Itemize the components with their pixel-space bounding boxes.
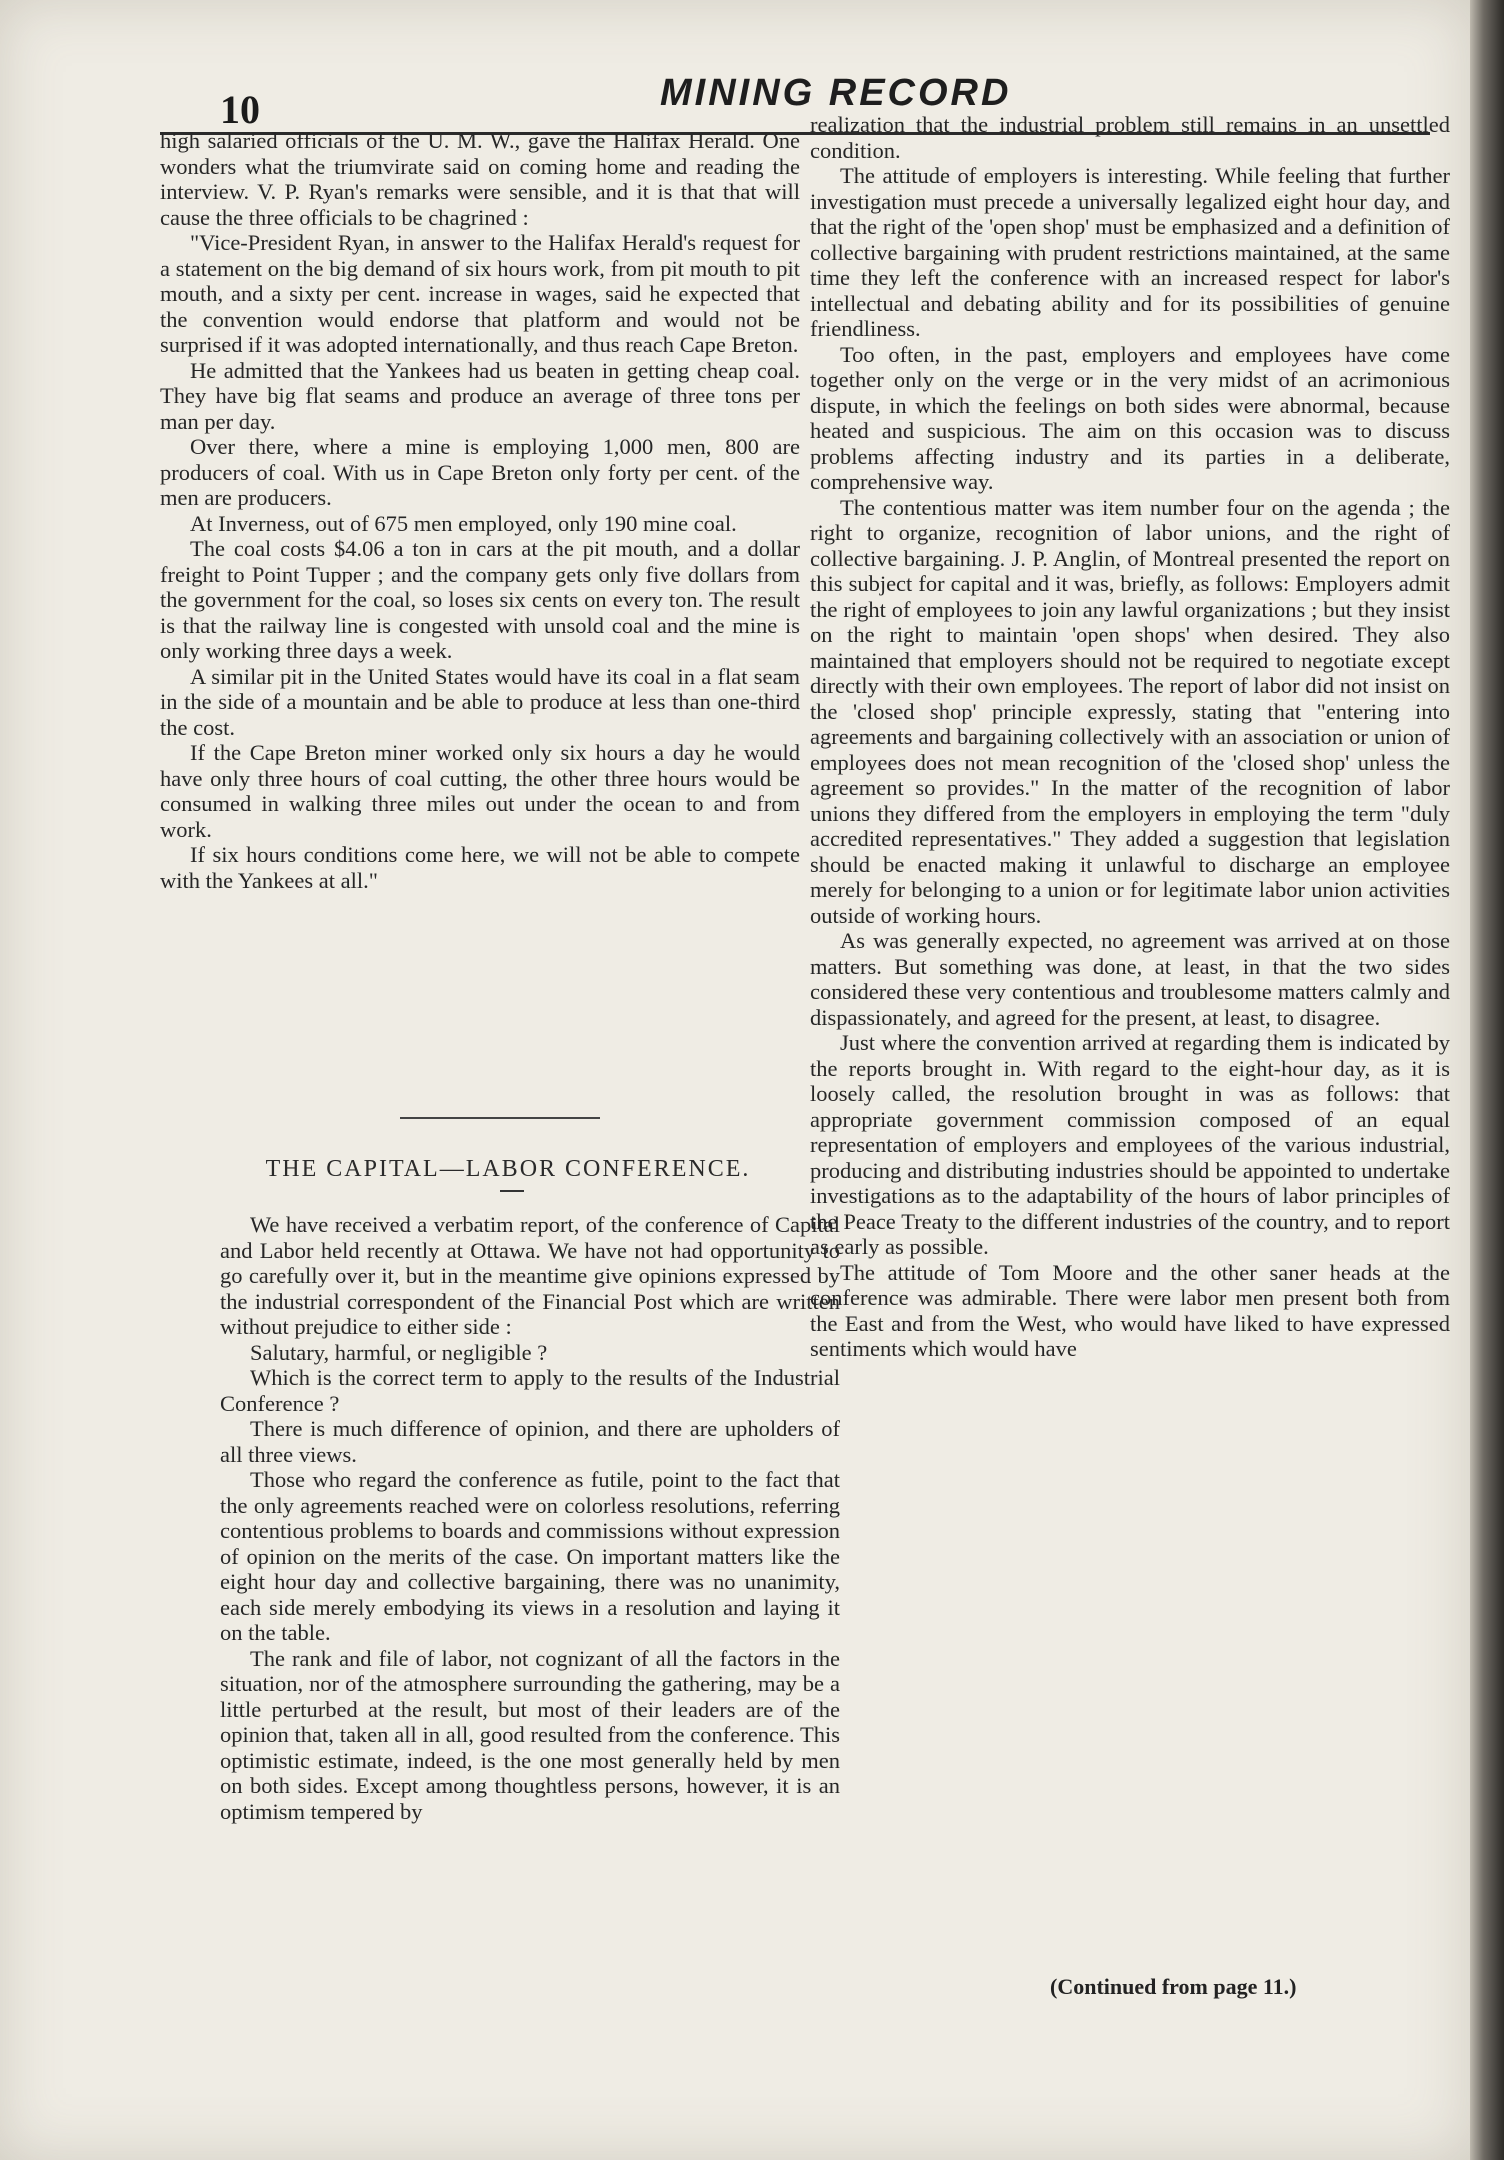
- paragraph: Over there, where a mine is employing 1,000 men, 800 are producers of coal. With us in Cape Breton only forty per cent. of the men are producers.: [160, 434, 800, 510]
- paragraph: realization that the industrial problem still remains in an unsettled condition.: [810, 112, 1450, 163]
- paragraph: The contentious matter was item number four on the agenda ; the right to organize, recognition of labor unions, and the right of collective bargaining. J. P. Anglin, of Montreal presented the report on this subject for capital and it was, briefly, as follows: Employers admit the right of employees to join any lawful organizations ; but they insist on the right to maintain 'open shops' when desired. They also maintained that employers should not be required to negotiate except directly with their own employees. The report of labor did not insist on the 'closed shop' principle expressly, stating that "entering into agreements and bargaining collectively with an association or union of employees does not mean recognition of the 'closed shop' unless the agreement so provides." In the matter of the recognition of labor unions they differed from the employers in employing the term "duly accredited representatives." They added a suggestion that legislation should be enacted making it unlawful to discharge an employee merely for belonging to a union or for legitimate labor union activities outside of working hours.: [810, 494, 1450, 928]
- article-heading: THE CAPITAL—LABOR CONFERENCE.: [265, 1156, 751, 1182]
- section-divider: [400, 1117, 600, 1119]
- left-column-top: [160, 128, 800, 893]
- scan-edge: [1470, 0, 1504, 2160]
- heading-dash: [500, 1190, 524, 1192]
- paragraph: Which is the correct term to apply to the results of the Industrial Conference ?: [220, 1365, 840, 1416]
- paragraph: We have received a verbatim report, of the conference of Capital and Labor held recently at Ottawa. We have not had opportunity to go carefully over it, but in the meantime give opinions expressed by the industrial correspondent of the Financial Post which are written without prejudice to either side :: [220, 1212, 840, 1339]
- paragraph: high salaried officials of the U. M. W., gave the Halifax Herald. One wonders what the triumvirate said on coming home and reading the interview. V. P. Ryan's remarks were sensible, and it is that that will cause the three officials to be chagrined :: [160, 128, 800, 230]
- continued-note: (Continued from page 11.): [1050, 1974, 1297, 1999]
- publication-title: MINING RECORD: [660, 72, 1012, 114]
- paragraph: "Vice-President Ryan, in answer to the Halifax Herald's request for a statement on the big demand of six hours work, from pit mouth to pit mouth, and a sixty per cent. increase in wages, said he expected that the convention would endorse that platform and would not be surprised if it was adopted internationally, and thus reach Cape Breton.: [160, 230, 800, 357]
- paragraph: A similar pit in the United States would have its coal in a flat seam in the side of a mountain and be able to produce at less than one-third the cost.: [160, 663, 800, 740]
- paragraph: At Inverness, out of 675 men employed, only 190 mine coal.: [190, 510, 737, 536]
- paragraph: The attitude of employers is interesting. While feeling that further investigation must precede a universally legalized eight hour day, and that the right of the 'open shop' must be emphasized and a definition of collective bargaining with prudent restrictions maintained, at the same time they left the conference with an increased respect for labor's intellectual and debating ability and for its possibilities of genuine friendliness.: [810, 163, 1450, 341]
- right-column: [810, 112, 1450, 1362]
- left-column-bottom: [220, 1212, 840, 1824]
- page-number: 10: [220, 87, 260, 132]
- paragraph: As was generally expected, no agreement was arrived at on those matters. But something was done, at least, in that the two sides considered these very contentious and troublesome matters calmly and dispassionately, and agreed for the present, at least, to disagree.: [810, 928, 1450, 1030]
- paragraph: Just where the convention arrived at regarding them is indicated by the reports brought in. With regard to the eight-hour day, as it is loosely called, the resolution brought in was as follows: that appropriate government commission composed of an equal representation of employers and employees of the various industrial, producing and distributing industries should be appointed to undertake investigations as to the adaptability of the hours of labor principles of the Peace Treaty to the different industries of the country, and to report as early as possible.: [810, 1030, 1450, 1259]
- paragraph: Those who regard the conference as futile, point to the fact that the only agreements reached were on colorless resolutions, referring contentious problems to boards and commissions without expression of opinion on the merits of the case. On important matters like the eight hour day and collective bargaining, there was no unanimity, each side merely embodying its views in a resolution and laying it on the table.: [220, 1467, 840, 1645]
- paragraph: If six hours conditions come here, we will not be able to compete with the Yankees at all.": [160, 842, 800, 893]
- paragraph: He admitted that the Yankees had us beaten in getting cheap coal. They have big flat seams and produce an average of three tons per man per day.: [160, 357, 800, 434]
- paragraph: If the Cape Breton miner worked only six hours a day he would have only three hours of coal cutting, the other three hours would be consumed in walking three miles out under the ocean to and from work.: [160, 740, 800, 842]
- paragraph: There is much difference of opinion, and there are upholders of all three views.: [220, 1416, 840, 1467]
- paragraph: Too often, in the past, employers and employees have come together only on the verge or in the very midst of an acrimonious dispute, in which the feelings on both sides were abnormal, because heated and suspicious. The aim on this occasion was to discuss problems affecting industry and its parties in a deliberate, comprehensive way.: [810, 341, 1450, 494]
- paragraph: Salutary, harmful, or negligible ?: [250, 1339, 548, 1365]
- paragraph: The attitude of Tom Moore and the other saner heads at the conference was admirable. There were labor men present both from the East and from the West, who would have liked to have expressed sentiments which would have: [810, 1259, 1450, 1361]
- paragraph: The rank and file of labor, not cognizant of all the factors in the situation, nor of the atmosphere surrounding the gathering, may be a little perturbed at the result, but most of their leaders are of the opinion that, taken all in all, good resulted from the conference. This optimistic estimate, indeed, is the one most generally held by men on both sides. Except among thoughtless persons, however, it is an optimism tempered by: [220, 1645, 840, 1824]
- paragraph: The coal costs $4.06 a ton in cars at the pit mouth, and a dollar freight to Point Tupper ; and the company gets only five dollars from the government for the coal, so loses six cents on every ton. The result is that the railway line is congested with unsold coal and the mine is only working three days a week.: [160, 536, 800, 663]
